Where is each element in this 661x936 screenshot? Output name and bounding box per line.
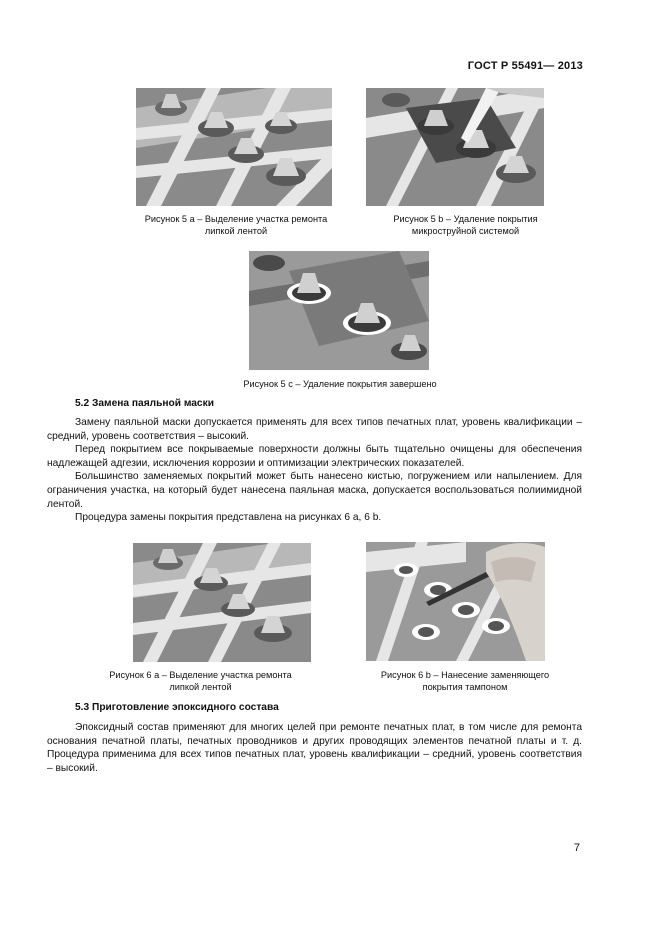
figure-5a-image [136, 88, 332, 206]
section-5-2-body [47, 416, 582, 525]
section-5-3-title: 5.3 Приготовление эпоксидного состава [75, 702, 279, 713]
paragraph: Перед покрытием все покрываемые поверхности должны быть тщательно очищены для обеспечения надлежащей адгезии, исключения коррозии и оптимизации электрических показателей. [47, 444, 582, 469]
figure-6b-image [366, 542, 545, 661]
figure-6a-caption: Рисунок 6 а – Выделение участка ремонта липкой лентой [109, 670, 292, 692]
figure-5c-caption: Рисунок 5 с – Удаление покрытия завершено [243, 379, 437, 389]
paragraph: Замену паяльной маски допускается применять для всех типов печатных плат, уровень квалификации – средний, уровень соответствия – высокий. [47, 417, 582, 442]
paragraph: Процедура замены покрытия представлена на рисунках 6 а, 6 b. [75, 512, 382, 524]
figure-5b-caption: Рисунок 5 b – Удаление покрытия микроструйной системой [393, 214, 538, 236]
figure-6a-image [133, 543, 311, 662]
figure-5a-caption: Рисунок 5 а – Выделение участка ремонта липкой лентой [144, 214, 328, 236]
page-number: 7 [573, 842, 580, 854]
paragraph: Большинство заменяемых покрытий может быть нанесено кистью, погружением или напылением. Для ограничения участка, на который будет нанесена паяльная маска, допускается воспользоваться полиимидной лентой. [47, 471, 582, 510]
figure-5b-image [366, 88, 544, 206]
section-5-3-body [47, 721, 582, 775]
paragraph: Эпоксидный состав применяют для многих целей при ремонте печатных плат, в том числе для ремонта основания печатной платы, печатных проводников и других проводящих элементов печатной платы и т. д. Процедура применима для всех типов печатных плат, уровень квалификации – средний, уровень соответствия – высокий. [47, 722, 582, 774]
document-code: ГОСТ Р 55491— 2013 [467, 60, 583, 72]
section-5-2-title: 5.2 Замена паяльной маски [75, 398, 214, 409]
figure-5c-image [249, 251, 429, 370]
figure-6b-caption: Рисунок 6 b – Нанесение заменяющего покрытия тампоном [380, 670, 550, 692]
